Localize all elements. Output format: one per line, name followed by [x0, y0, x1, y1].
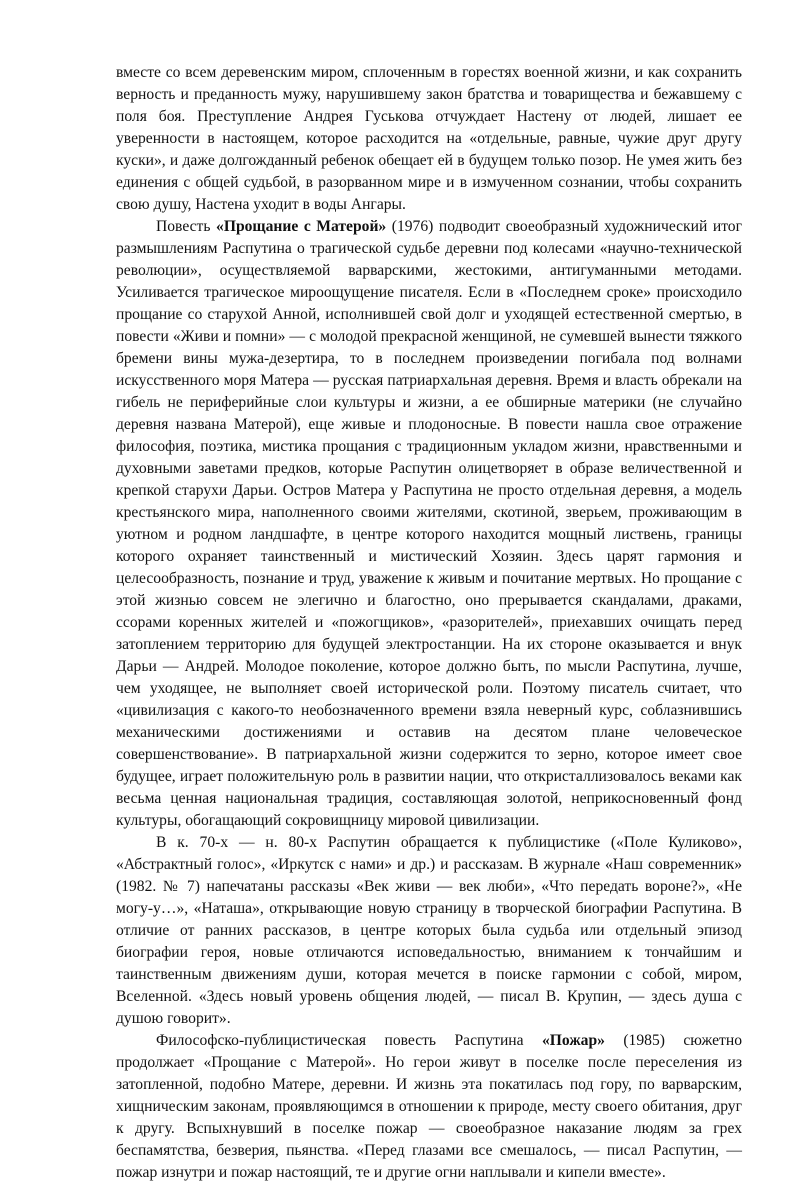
paragraph-text: Повесть	[156, 218, 217, 235]
paragraph-text: В к. 70-х — н. 80-х Распутин обращается к публицистике («Поле Куликово», «Абстрактный голос», «Иркутск с нами» и др.) и рассказам. В журнале «Наш современник» (1982. № 7) напечатаны рассказы «Век живи — век люби», «Что передать вороне?», «Не могу-у…», «Наташа», открывающие новую страницу в творческой биографии Распутина. В отличие от ранних рассказов, в центре которых была судьба или отдельный эпизод биографии героя, новые отличаются исповедальностью, вниманием к тончайшим и таинственным движениям души, которая мечется в поиске гармонии с собой, миром, Вселенной. «Здесь новый уровень общения людей, — писал В. Крупин, — здесь душа с душою говорит».	[116, 834, 742, 1027]
paragraph-proshchanie	[116, 216, 742, 832]
paragraph-text: Философско-публицистическая повесть Распутина	[156, 1032, 542, 1049]
paragraph-text: вместе со всем деревенским миром, сплоченным в горестях военной жизни, и как сохранить верность и преданность мужу, нарушившему закон братства и товарищества и бежавшему с поля боя. Преступление Андрея Гуськова отчуждает Настену от людей, лишает ее уверенности в настоящем, которое расходится на «отдельные, равные, чужие друг другу куски», и даже долгожданный ребенок обещает ей в будущем только позор. Не умея жить без единения с общей судьбой, в разорванном мире и в измученном сознании, чтобы сохранить свою душу, Настена уходит в воды Ангары.	[116, 64, 742, 213]
work-title-proshchanie: «Прощание с Матерой»	[216, 218, 387, 235]
paragraph-text: (1976) подводит своеобразный художнический итог размышлениям Распутина о трагической судьбе деревни под колесами «научно-технической революции», осуществляемой варварскими, жестокими, антигуманными методами. Усиливается трагическое мироощущение писателя. Если в «Последнем сроке» происходило прощание со старухой Анной, исполнившей свой долг и уходящей естественной смертью, в повести «Живи и помни» — с молодой прекрасной женщиной, не сумевшей вынести тяжкого бремени вины мужа-дезертира, то в последнем произведении погибала под волнами искусственного моря Матера — русская патриархальная деревня. Время и власть обрекали на гибель не периферийные слои культуры и жизни, а ее обширные материки (не случайно деревня названа Матерой), еще живые и плодоносные. В повести нашла свое отражение философия, поэтика, мистика прощания с традиционным укладом жизни, нравственными и духовными заветами предков, которые Распутин олицетворяет в образе величественной и крепкой старухи Дарьи. Остров Матера у Распутина не просто отдельная деревня, а модель крестьянского мира, наполненного своими жителями, скотиной, зверьем, проживающим в уютном и родном ландшафте, в центре которого находится мощный листвень, границы которого охраняет таинственный и мистический Хозяин. Здесь царят гармония и целесообразность, познание и труд, уважение к живым и почитание мертвых. Но прощание с этой жизнью совсем не элегично и благостно, оно прерывается скандалами, драками, ссорами коренных жителей и «пожогщиков», «разорителей», приехавших очищать перед затоплением территорию для будущей электростанции. На их стороне оказывается и внук Дарьи — Андрей. Молодое поколение, которое должно быть, по мысли Распутина, лучше, чем уходящее, не выполняет своей исторической роли. Поэтому писатель считает, что «цивилизация с какого-то необозначенного времени взяла неверный курс, соблазнившись механическими достижениями и оставив на десятом плане человеческое совершенствование». В патриархальной жизни содержится то зерно, которое имеет свое будущее, играет положительную роль в развитии нации, что откристаллизовалось веками как весьма ценная национальная традиция, составляющая золотой, неприкосновенный фонд культуры, обогащающий сокровищницу мировой цивилизации.	[116, 218, 742, 829]
work-title-pozhar: «Пожар»	[542, 1032, 605, 1049]
paragraph-intro	[116, 62, 742, 216]
paragraph-publicistics	[116, 832, 742, 1030]
document-page	[116, 62, 742, 1184]
paragraph-pozhar	[116, 1030, 742, 1184]
paragraph-text: (1985) сюжетно продолжает «Прощание с Матерой». Но герои живут в поселке после переселения из затопленной, подобно Матере, деревни. И жизнь эта покатилась под гору, по варварским, хищническим законам, проявляющимся в отношении к природе, месту своего обитания, друг к другу. Вспыхнувший в поселке пожар — своеобразное наказание людям за грех беспамятства, безверия, пьянства. «Перед глазами все смешалось, — писал Распутин, — пожар изнутри и пожар настоящий, те и другие огни наплывали и кипели вместе».	[116, 1032, 742, 1181]
